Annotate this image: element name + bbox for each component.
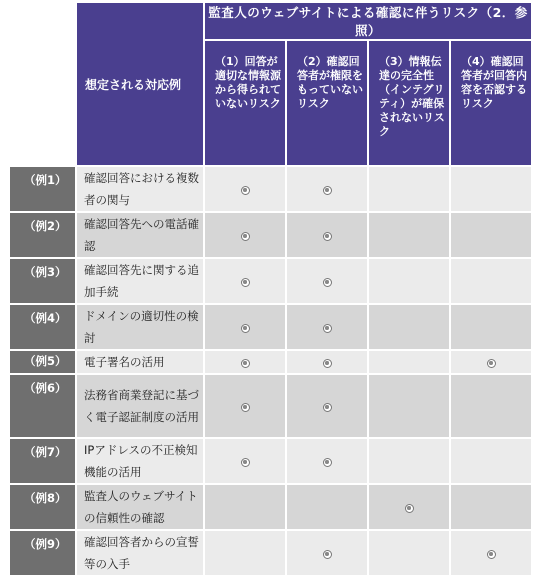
risk-cell-3	[369, 167, 449, 211]
double-circle-mark-icon	[241, 278, 250, 287]
row-example-label: （例3）	[10, 259, 75, 303]
risk-cell-4	[451, 375, 531, 437]
risk-cell-1	[205, 531, 285, 575]
risk-cell-1	[205, 213, 285, 257]
double-circle-mark-icon	[323, 550, 332, 559]
row-description: 確認回答における複数者の関与	[77, 167, 203, 211]
double-circle-mark-icon	[241, 359, 250, 368]
risk-cell-1	[205, 305, 285, 349]
risk-cell-1	[205, 485, 285, 529]
risk-cell-1	[205, 439, 285, 483]
risk-cell-2	[287, 167, 367, 211]
risk-matrix-table	[8, 1, 533, 577]
risk-cell-4	[451, 531, 531, 575]
row-description: ドメインの適切性の検討	[77, 305, 203, 349]
table-row	[10, 485, 531, 529]
risk-cell-3	[369, 439, 449, 483]
risk-column-label: （4）確認回答者が回答内容を否認するリスク	[461, 55, 527, 110]
risk-column-header-2	[287, 41, 367, 165]
double-circle-mark-icon	[241, 403, 250, 412]
risk-column-label: （1）回答が適切な情報源から得られていないリスク	[215, 55, 281, 110]
double-circle-mark-icon	[241, 458, 250, 467]
risk-cell-2	[287, 259, 367, 303]
risk-cell-4	[451, 167, 531, 211]
row-example-label: （例6）	[10, 375, 75, 437]
risk-cell-4	[451, 439, 531, 483]
double-circle-mark-icon	[323, 324, 332, 333]
row-example-label: （例8）	[10, 485, 75, 529]
risk-column-header-4	[451, 41, 531, 165]
table-row	[10, 213, 531, 257]
risk-cell-4	[451, 305, 531, 349]
table-row	[10, 375, 531, 437]
corner-blank	[10, 3, 75, 165]
row-example-label: （例1）	[10, 167, 75, 211]
risk-cell-3	[369, 351, 449, 373]
risk-cell-2	[287, 213, 367, 257]
row-example-label: （例7）	[10, 439, 75, 483]
response-examples-header: 想定される対応例	[77, 3, 203, 165]
double-circle-mark-icon	[323, 458, 332, 467]
row-description: 確認回答先に関する追加手続	[77, 259, 203, 303]
risk-cell-4	[451, 259, 531, 303]
risk-cell-2	[287, 485, 367, 529]
risk-cell-2	[287, 439, 367, 483]
row-example-label: （例2）	[10, 213, 75, 257]
row-description: 確認回答者からの宣誓等の入手	[77, 531, 203, 575]
risk-column-header-3	[369, 41, 449, 165]
row-description: 法務省商業登記に基づく電子認証制度の活用	[77, 375, 203, 437]
row-description: IPアドレスの不正検知機能の活用	[77, 439, 203, 483]
table-row	[10, 531, 531, 575]
risk-column-header-1	[205, 41, 285, 165]
risk-column-label: （2）確認回答者が権限をもっていないリスク	[297, 55, 363, 110]
row-description: 監査人のウェブサイトの信頼性の確認	[77, 485, 203, 529]
row-description: 確認回答先への電話確認	[77, 213, 203, 257]
table-row	[10, 167, 531, 211]
risk-cell-3	[369, 531, 449, 575]
double-circle-mark-icon	[323, 186, 332, 195]
table-row	[10, 305, 531, 349]
risk-cell-2	[287, 305, 367, 349]
risk-cell-1	[205, 259, 285, 303]
row-example-label: （例5）	[10, 351, 75, 373]
double-circle-mark-icon	[487, 359, 496, 368]
double-circle-mark-icon	[241, 186, 250, 195]
risk-cell-3	[369, 305, 449, 349]
risk-column-label: （3）情報伝達の完全性（インテグリティ）が確保されないリスク	[379, 55, 445, 138]
table-body	[10, 167, 531, 575]
double-circle-mark-icon	[405, 504, 414, 513]
risk-cell-3	[369, 485, 449, 529]
risk-cell-1	[205, 167, 285, 211]
row-description: 電子署名の活用	[77, 351, 203, 373]
risk-cell-1	[205, 375, 285, 437]
double-circle-mark-icon	[323, 359, 332, 368]
table-row	[10, 351, 531, 373]
double-circle-mark-icon	[323, 232, 332, 241]
double-circle-mark-icon	[487, 550, 496, 559]
table-row	[10, 259, 531, 303]
risk-cell-3	[369, 259, 449, 303]
row-example-label: （例4）	[10, 305, 75, 349]
double-circle-mark-icon	[241, 232, 250, 241]
risk-cell-4	[451, 213, 531, 257]
risk-cell-3	[369, 213, 449, 257]
risk-cell-3	[369, 375, 449, 437]
table-row	[10, 439, 531, 483]
risk-cell-4	[451, 351, 531, 373]
double-circle-mark-icon	[323, 403, 332, 412]
risk-cell-2	[287, 375, 367, 437]
row-example-label: （例9）	[10, 531, 75, 575]
risk-cell-4	[451, 485, 531, 529]
double-circle-mark-icon	[323, 278, 332, 287]
risk-cell-2	[287, 531, 367, 575]
risk-group-header: 監査人のウェブサイトによる確認に伴うリスク（2．参照）	[205, 3, 531, 39]
double-circle-mark-icon	[241, 324, 250, 333]
risk-cell-1	[205, 351, 285, 373]
risk-cell-2	[287, 351, 367, 373]
